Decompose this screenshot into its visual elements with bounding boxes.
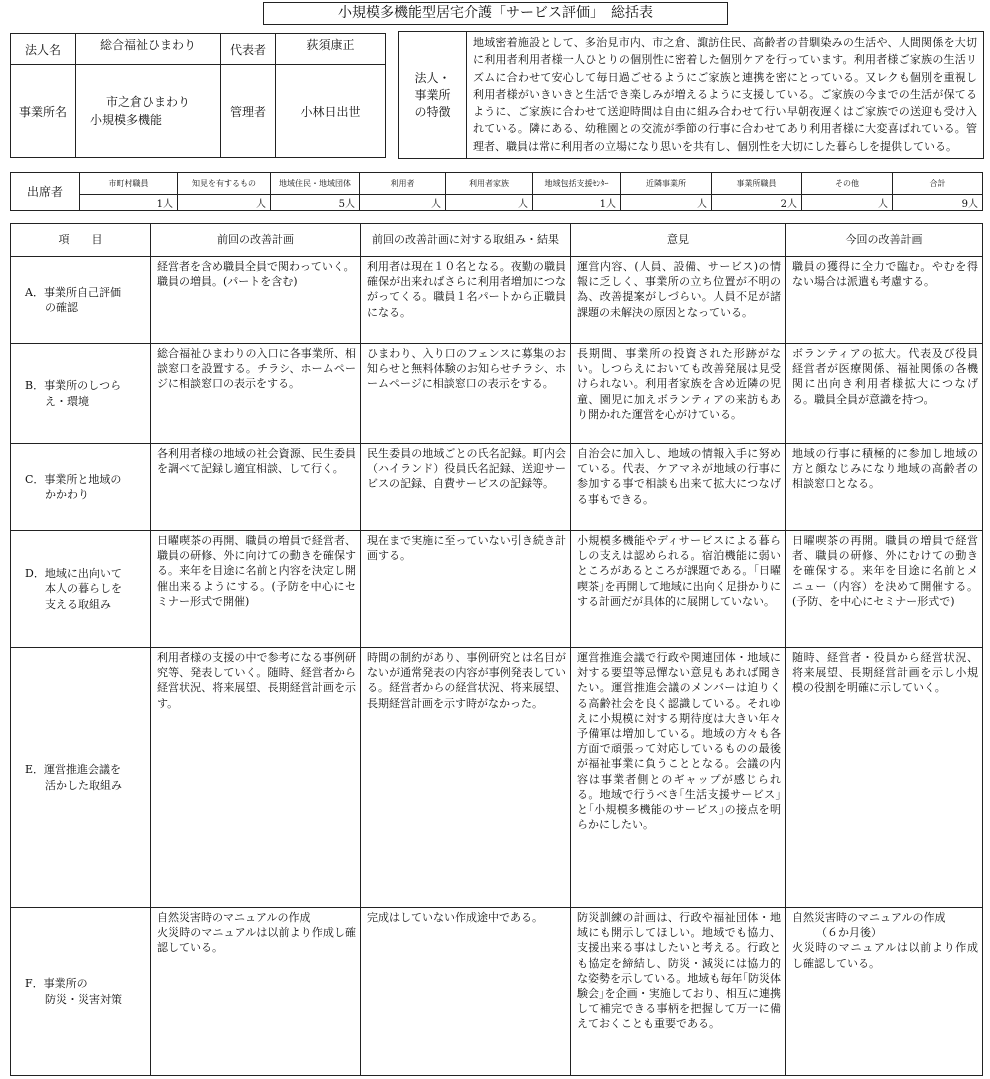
office-name-value — [76, 65, 221, 158]
table-row — [11, 444, 983, 531]
attendee-count: 1人 — [533, 195, 621, 211]
features-label-line-2: 事業所 — [414, 87, 451, 102]
features-text: 地域密着施設として、多治見市内、市之倉、諏訪住民、高齢者の昔馴染みの生活や、人間関係を大切に利用者利用者様一人ひとりの個別性に密着した個別ケアを行っています。利用者様ご家族の生活リズムに合わせて安心して毎日過ごせるようにご家族と連携を密にとっている。又レクも個別を重視し利用者様がいきいきと生活でき楽しみが増えるように支援している。ご家族の今までの生活が保てるように、ご家族に合わせて送迎時間は自由に組み合わせて行い早朝夜遅くはご家族での送迎も受け入れている。隣にある、幼稚園との交流が季節の行事に合わせてあり利用者様に大変喜ばれている。管理者、職員は常に利用者の立場になり思いを共有し、個別性を大切にした暮らしを提供している。 — [467, 32, 984, 159]
attendees-label: 出席者 — [11, 173, 80, 211]
item-line: E．運営推進会議を — [25, 763, 122, 777]
office-name-line-1: 市之倉ひまわり — [105, 95, 190, 109]
attendee-header: 地域包括支援ｾﾝﾀｰ — [533, 173, 621, 195]
item-line: F．事業所の — [25, 977, 88, 991]
cell-prev-plan: 自然災害時のマニュアルの作成 火災時のマニュアルは以前より作成し確認している。 — [151, 908, 361, 1076]
cell-next-plan: 随時、経営者・役員から経営状況、将来展望、長期経営計画を示し小規模の役割を明確に示していく。 — [786, 648, 983, 908]
table-row — [11, 531, 983, 648]
row-item-a — [11, 257, 151, 344]
header-prev-result: 前回の改善計画に対する取組み・結果 — [361, 224, 571, 257]
corporation-info-table — [10, 33, 386, 158]
cell-opinion: 防災訓練の計画は、行政や福祉団体・地域にも開示してほしい。地域でも協力、支援出来る事はしたいと考える。行政とも協定を締結し、防災・減災には協力的な姿勢を示している。地域も毎年｢防災体験会｣を企画・実施しており、相互に連携して補完できる事柄を把握して万一に備えておくことも重要である。 — [571, 908, 786, 1076]
attendee-header: 近隣事業所 — [621, 173, 712, 195]
row-item-b — [11, 344, 151, 444]
item-line: C．事業所と地域の — [25, 472, 122, 486]
item-line: 支える取組み — [45, 597, 111, 611]
attendee-header: 地域住民・地域団体 — [271, 173, 360, 195]
cell-prev-plan: 利用者様の支援の中で参考になる事例研究等、発表していく。随時、経営者から経営状況、将来展望、長期経営計画を示す。 — [151, 648, 361, 908]
item-line: A．事業所自己評価 — [25, 285, 121, 299]
cell-opinion: 運営内容、(人員、設備、サービス)の情報に乏しく、事業所の立ち位置が不明の為、改善提案がしづらい。人員不足が諸課題の未解決の原因となっている。 — [571, 257, 786, 344]
cell-prev-plan: 日曜喫茶の再開、職員の増員で経営者、職員の研修、外に向けての動きを確保する。来年を目途に名前と内容を決定し開催出来るようにする。(予防を中心にセミナー形式で開催) — [151, 531, 361, 648]
attendee-count: 人 — [178, 195, 271, 211]
representative-value: 荻須康正 — [276, 34, 386, 65]
attendee-header: 事業所職員 — [712, 173, 802, 195]
table-row — [11, 908, 983, 1076]
row-item-f — [11, 908, 151, 1076]
office-name-line-2: 小規模多機能 — [90, 113, 163, 127]
attendees-table — [10, 172, 983, 211]
row-item-c — [11, 444, 151, 531]
evaluation-table — [10, 223, 983, 1076]
features-table — [398, 31, 984, 159]
next-plan-line: 自然災害時のマニュアルの作成 — [792, 911, 946, 924]
cell-next-plan — [786, 908, 983, 1076]
cell-prev-result: 完成はしていない作成途中である。 — [361, 908, 571, 1076]
cell-next-plan: ボランティアの拡大。代表及び役員経営者が医療関係、福祉関係の各機関に出向き利用者様拡大につなげる。職員全員が意識を持つ。 — [786, 344, 983, 444]
representative-label: 代表者 — [221, 34, 276, 65]
corp-name-value: 総合福祉ひまわり — [76, 34, 221, 65]
attendee-count: 人 — [446, 195, 533, 211]
attendee-header: 市町村職員 — [80, 173, 178, 195]
cell-next-plan: 職員の獲得に全力で臨む。やむを得ない場合は派遣も考慮する。 — [786, 257, 983, 344]
row-item-e — [11, 648, 151, 908]
cell-prev-plan: 各利用者様の地域の社会資源、民生委員を調べて記録し適宜相談、して行く。 — [151, 444, 361, 531]
attendee-count: 1人 — [80, 195, 178, 211]
attendee-count: 人 — [802, 195, 893, 211]
office-name-label: 事業所名 — [11, 65, 76, 158]
row-item-d — [11, 531, 151, 648]
item-line: 本人の暮らしを — [45, 582, 122, 596]
attendee-count: 人 — [621, 195, 712, 211]
header-next-plan: 今回の改善計画 — [786, 224, 983, 257]
corp-name-label: 法人名 — [11, 34, 76, 65]
manager-value: 小林日出世 — [276, 65, 386, 158]
header-item: 項 目 — [11, 224, 151, 257]
cell-next-plan: 日曜喫茶の再開。職員の増員で経営者、職員の研修、外にむけての動きを確保する。来年を目途に名前とメニュー（内容）を決めて開催する。(予防、を中心にセミナー形式で) — [786, 531, 983, 648]
cell-prev-plan: 総合福祉ひまわりの入口に各事業所、相談窓口を設置する。チラシ、ホームページに相談窓口の表示をする。 — [151, 344, 361, 444]
attendee-count: 人 — [360, 195, 446, 211]
next-plan-line: （６か月後） — [816, 926, 882, 940]
cell-opinion: 運営推進会議で行政や関連団体・地域に対する要望等忌憚ない意見もあれば聞きたい。運営推進会議のメンバーは迫りくる高齢社会を良く認識している。それゆえに小規模に対する期待度は大きい年々予備軍は増加している。地域の方々も各方面で頑張って対応しているものの最後が福祉事業に負うこととなる。会議の内容は事業者側とのギャップが感じられる。地域で行うべき｢生活支援サービス｣と｢小規模多機能のサービス｣の接点を明らかにしたい。 — [571, 648, 786, 908]
cell-prev-plan: 経営者を含め職員全員で関わっていく。 職員の増員。(パートを含む) — [151, 257, 361, 344]
attendee-count: 5人 — [271, 195, 360, 211]
header-opinion: 意見 — [571, 224, 786, 257]
cell-prev-result: 民生委員の地域ごとの氏名記録。町内会（ハイランド）役員氏名記録、送迎サービスの記録、自費サービスの記録等。 — [361, 444, 571, 531]
manager-label: 管理者 — [221, 65, 276, 158]
item-line: かかわり — [45, 488, 89, 501]
attendee-header: 知見を有するもの — [178, 173, 271, 195]
features-label-line-1: 法人・ — [414, 70, 451, 85]
attendee-count: 2人 — [712, 195, 802, 211]
item-line: 防災・災害対策 — [45, 992, 122, 1006]
cell-opinion: 小規模多機能やディサービスによる暮らしの支えは認められる。宿泊機能に弱いところがあるところが課題である。｢日曜喫茶｣を再開して地域に出向く足掛かりにする計画だが具体的に展開していない。 — [571, 531, 786, 648]
item-line: D．地域に出向いて — [25, 567, 122, 581]
attendee-header: 合計 — [893, 173, 983, 195]
cell-prev-result: 時間の制約があり、事例研究とは名目がないが通常発表の内容が事例発表している。経営者からの経営状況、将来展望、長期経営計画を示す時がなかった。 — [361, 648, 571, 908]
item-line: の確認 — [45, 301, 78, 314]
features-label-line-3: の特徴 — [414, 104, 451, 119]
table-row — [11, 648, 983, 908]
cell-opinion: 自治会に加入し、地域の情報入手に努めている。代表、ケアマネが地域の行事に参加する事で相談も出来て拡大につなげる事もできる。 — [571, 444, 786, 531]
next-plan-line: 火災時のマニュアルは以前より作成し確認している。 — [792, 941, 978, 970]
cell-opinion: 長期間、事業所の投資された形跡がない。しつらえにおいても改善発展は見受けられない。利用者家族を含め近隣の児童、園児に加えボランティアの来訪もあり開かれた運営を心がけている。 — [571, 344, 786, 444]
attendee-header: 利用者 — [360, 173, 446, 195]
header-prev-plan: 前回の改善計画 — [151, 224, 361, 257]
cell-next-plan: 地域の行事に積極的に参加し地域の方と顔なじみになり地域の高齢者の相談窓口となる。 — [786, 444, 983, 531]
features-label — [399, 32, 467, 159]
item-line: 活かした取組み — [45, 778, 122, 792]
cell-prev-result: 現在まで実施に至っていない引き続き計画する。 — [361, 531, 571, 648]
item-line: え・環境 — [45, 394, 89, 408]
document-title: 小規模多機能型居宅介護「サービス評価」 総括表 — [263, 2, 728, 25]
attendee-header: 利用者家族 — [446, 173, 533, 195]
attendee-header: その他 — [802, 173, 893, 195]
table-row — [11, 344, 983, 444]
item-line: B．事業所のしつら — [25, 379, 122, 393]
attendee-count: 9人 — [893, 195, 983, 211]
cell-prev-result: ひまわり、入り口のフェンスに募集のお知らせと無料体験のお知らせチラシ、ホームページに相談窓口の表示をする。 — [361, 344, 571, 444]
cell-prev-result: 利用者は現在１０名となる。夜勤の職員確保が出来ればさらに利用者増加につながってくる。職員１名パートから正職員になる。 — [361, 257, 571, 344]
table-row — [11, 257, 983, 344]
